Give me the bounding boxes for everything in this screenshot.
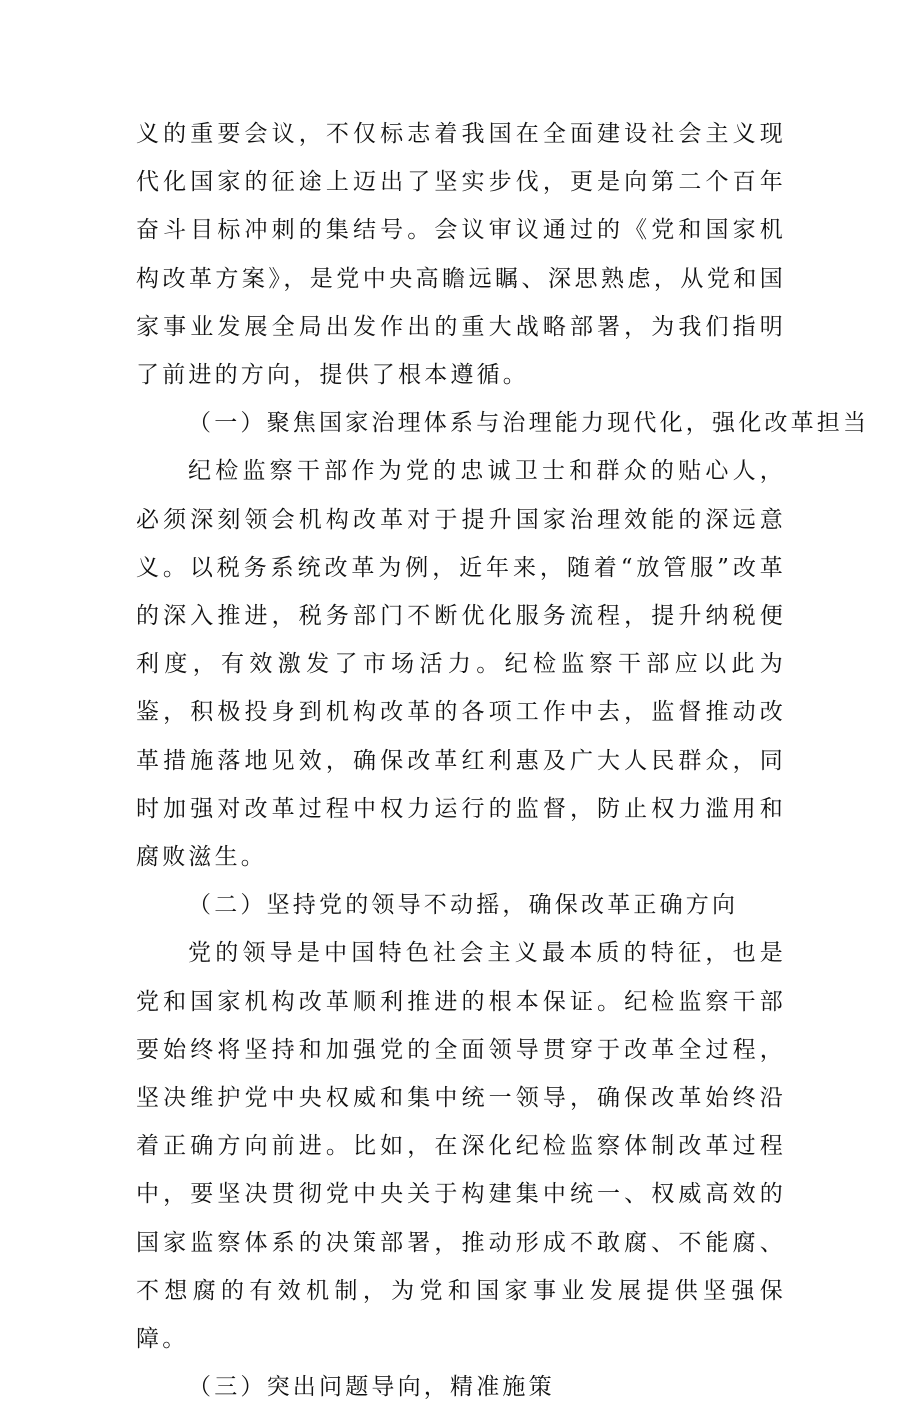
section-heading: （三）突出问题导向，精准施策: [188, 1374, 555, 1401]
section-heading: （一）聚焦国家治理体系与治理能力现代化，强化改革担当: [188, 410, 870, 437]
body-paragraph: 党的领导是中国特色社会主义最本质的特征，也是党和国家机构改革顺利推进的根本保证。纪检监察干部要始终将坚持和加强党的全面领导贯穿于改革全过程，坚决维护党中央权威和集中统一领导，确保改革始终沿着正确方向前进。比如，在深化纪检监察体制改革过程中，要坚决贯彻党中央关于构建集中统一、权威高效的国家监察体系的决策部署，推动形成不敢腐、不能腐、不想腐的有效机制，为党和国家事业发展提供坚强保障。: [136, 940, 786, 1353]
document-body: [136, 110, 870, 1411]
section-heading: （二）坚持党的领导不动摇，确保改革正确方向: [188, 892, 739, 919]
body-paragraph: 义的重要会议，不仅标志着我国在全面建设社会主义现代化国家的征途上迈出了坚实步伐，更是向第二个百年奋斗目标冲刺的集结号。会议审议通过的《党和国家机构改革方案》，是党中央高瞻远瞩、深思熟虑，从党和国家事业发展全局出发作出的重大战略部署，为我们指明了前进的方向，提供了根本遵循。: [136, 121, 786, 389]
body-paragraph: 纪检监察干部作为党的忠诚卫士和群众的贴心人，必须深刻领会机构改革对于提升国家治理效能的深远意义。以税务系统改革为例，近年来，随着“放管服”改革的深入推进，税务部门不断优化服务流程，提升纳税便利度，有效激发了市场活力。纪检监察干部应以此为鉴，积极投身到机构改革的各项工作中去，监督推动改革措施落地见效，确保改革红利惠及广大人民群众，同时加强对改革过程中权力运行的监督，防止权力滥用和腐败滋生。: [136, 458, 786, 871]
